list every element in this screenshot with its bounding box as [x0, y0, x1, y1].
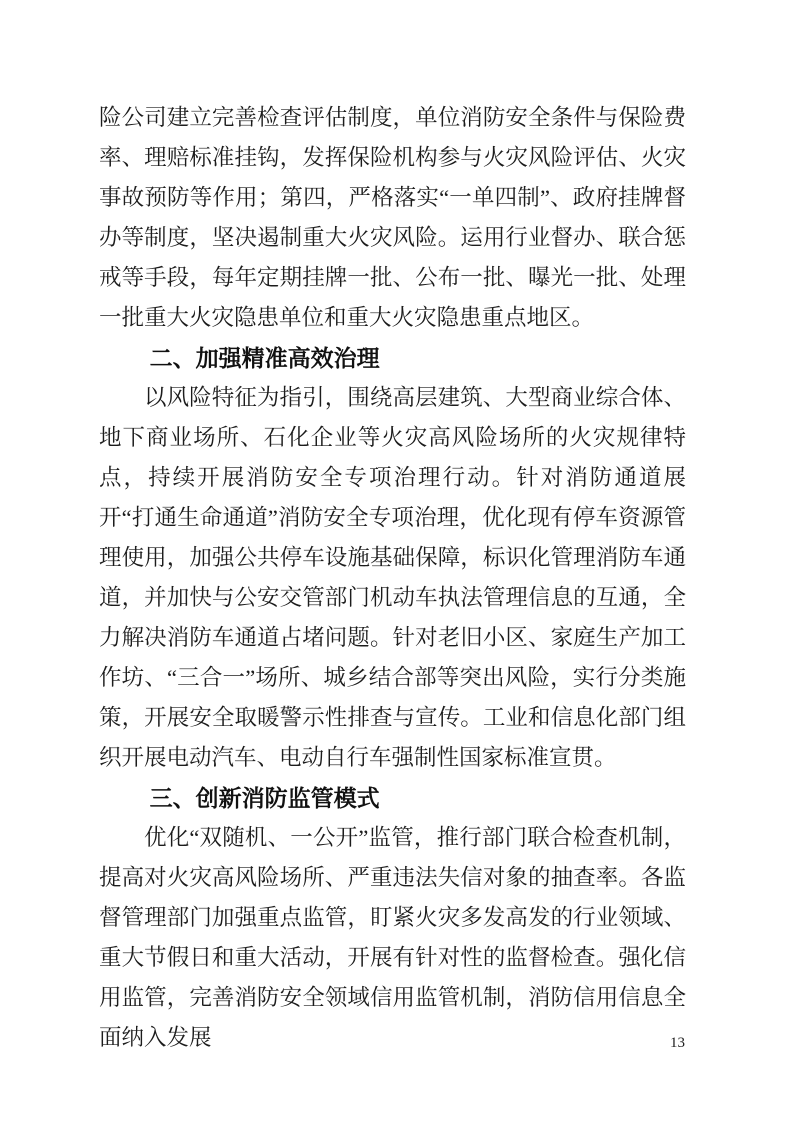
body-paragraph: 险公司建立完善检查评估制度，单位消防安全条件与保险费率、理赔标准挂钩，发挥保险机构参与火灾风险评估、火灾事故预防等作用；第四，严格落实“一单四制”、政府挂牌督办等制度，坚决遏制重大火灾风险。运用行业督办、联合惩戒等手段，每年定期挂牌一批、公布一批、曝光一批、处理一批重大火灾隐患单位和重大火灾隐患重点地区。 — [99, 105, 686, 330]
page-number: 13 — [670, 1035, 685, 1051]
body-paragraph: 优化“双随机、一公开”监管，推行部门联合检查机制，提高对火灾高风险场所、严重违法失信对象的抽查率。各监督管理部门加强重点监管，盯紧火灾多发高发的行业领域、重大节假日和重大活动，开展有针对性的监督检查。强化信用监管，完善消防安全领域信用监管机制，消防信用信息全面纳入发展 — [99, 825, 686, 1050]
section-heading: 二、加强精准高效治理 — [149, 345, 380, 371]
section-heading: 三、创新消防监管模式 — [149, 785, 380, 811]
document-body — [99, 98, 686, 1058]
body-paragraph: 以风险特征为指引，围绕高层建筑、大型商业综合体、地下商业场所、石化企业等火灾高风险场所的火灾规律特点，持续开展消防安全专项治理行动。针对消防通道展开“打通生命通道”消防安全专项治理，优化现有停车资源管理使用，加强公共停车设施基础保障，标识化管理消防车通道，并加快与公安交管部门机动车执法管理信息的互通，全力解决消防车通道占堵问题。针对老旧小区、家庭生产加工作坊、“三合一”场所、城乡结合部等突出风险，实行分类施策，开展安全取暖警示性排查与宣传。工业和信息化部门组织开展电动汽车、电动自行车强制性国家标准宣贯。 — [99, 385, 686, 770]
